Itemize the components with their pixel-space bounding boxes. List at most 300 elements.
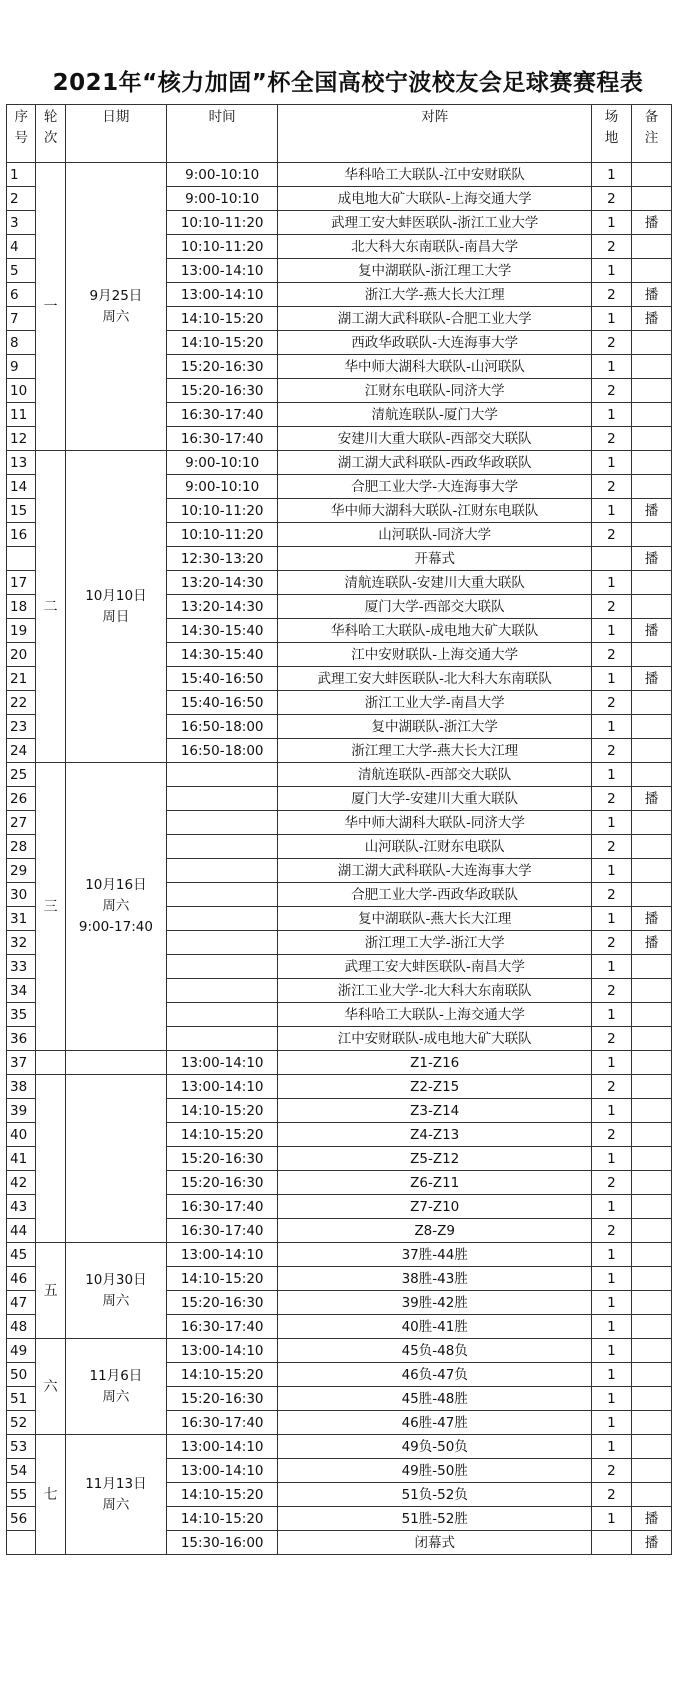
match-number: 2 [7, 187, 36, 211]
note-cell: 播 [631, 1507, 671, 1531]
time-cell [166, 979, 278, 1003]
match-cell: 华科哈工大联队-成电地大矿大联队 [278, 619, 592, 643]
note-cell [631, 1123, 671, 1147]
venue-cell: 2 [591, 1219, 631, 1243]
venue-cell: 1 [591, 1099, 631, 1123]
venue-cell: 1 [591, 403, 631, 427]
header-round: 轮 次 [36, 105, 65, 163]
match-number: 23 [7, 715, 36, 739]
note-cell [631, 643, 671, 667]
round-cell: 六 [36, 1339, 65, 1435]
time-cell: 15:20-16:30 [166, 1291, 278, 1315]
venue-cell: 2 [591, 379, 631, 403]
round-cell: 一 [36, 163, 65, 451]
match-number: 38 [7, 1075, 36, 1099]
note-cell [631, 451, 671, 475]
match-number: 10 [7, 379, 36, 403]
venue-cell: 1 [591, 907, 631, 931]
match-cell: 厦门大学-安建川大重大联队 [278, 787, 592, 811]
date-line: 周六 [102, 308, 130, 325]
note-cell [631, 523, 671, 547]
venue-cell [591, 547, 631, 571]
note-cell [631, 1051, 671, 1075]
match-number: 22 [7, 691, 36, 715]
time-cell: 13:00-14:10 [166, 1243, 278, 1267]
note-cell [631, 379, 671, 403]
match-number: 3 [7, 211, 36, 235]
match-number: 55 [7, 1483, 36, 1507]
note-cell [631, 1291, 671, 1315]
venue-cell: 1 [591, 859, 631, 883]
match-cell: 合肥工业大学-大连海事大学 [278, 475, 592, 499]
time-cell [166, 835, 278, 859]
note-cell: 播 [631, 307, 671, 331]
match-cell: 浙江理工大学-浙江大学 [278, 931, 592, 955]
match-cell: 51胜-52胜 [278, 1507, 592, 1531]
venue-cell: 1 [591, 1435, 631, 1459]
match-number: 56 [7, 1507, 36, 1531]
match-number: 31 [7, 907, 36, 931]
venue-cell: 2 [591, 523, 631, 547]
note-cell [631, 1027, 671, 1051]
time-cell: 10:10-11:20 [166, 499, 278, 523]
date-cell [65, 1243, 166, 1339]
match-number: 14 [7, 475, 36, 499]
date-line: 9月25日 [89, 287, 143, 304]
note-cell [631, 595, 671, 619]
match-cell: 湖工湖大武科联队-西政华政联队 [278, 451, 592, 475]
date-line: 11月13日 [85, 1475, 147, 1492]
match-number: 35 [7, 1003, 36, 1027]
match-cell: 46胜-47胜 [278, 1411, 592, 1435]
time-cell: 14:10-15:20 [166, 1267, 278, 1291]
match-cell: 西政华政联队-大连海事大学 [278, 331, 592, 355]
match-cell: 复中湖联队-燕大长大江理 [278, 907, 592, 931]
match-cell: 45负-48负 [278, 1339, 592, 1363]
note-cell [631, 955, 671, 979]
match-cell: 合肥工业大学-西政华政联队 [278, 883, 592, 907]
date-cell [65, 163, 166, 451]
venue-cell: 2 [591, 427, 631, 451]
venue-cell: 2 [591, 979, 631, 1003]
venue-cell: 2 [591, 643, 631, 667]
venue-cell: 2 [591, 283, 631, 307]
venue-cell: 2 [591, 691, 631, 715]
venue-cell: 2 [591, 787, 631, 811]
match-number: 46 [7, 1267, 36, 1291]
venue-cell: 1 [591, 499, 631, 523]
note-cell: 播 [631, 907, 671, 931]
time-cell: 14:30-15:40 [166, 619, 278, 643]
time-cell: 9:00-10:10 [166, 451, 278, 475]
schedule-body [7, 163, 672, 1555]
time-cell: 15:40-16:50 [166, 667, 278, 691]
note-cell [631, 163, 671, 187]
time-cell: 13:00-14:10 [166, 1435, 278, 1459]
match-cell: 厦门大学-西部交大联队 [278, 595, 592, 619]
venue-cell: 2 [591, 235, 631, 259]
note-cell [631, 1099, 671, 1123]
note-cell [631, 763, 671, 787]
match-number: 36 [7, 1027, 36, 1051]
venue-cell: 2 [591, 1123, 631, 1147]
time-cell [166, 787, 278, 811]
match-number: 7 [7, 307, 36, 331]
match-number: 21 [7, 667, 36, 691]
date-line: 10月16日 [85, 877, 147, 893]
date-cell [65, 1051, 166, 1075]
time-cell [166, 931, 278, 955]
time-cell: 16:30-17:40 [166, 1315, 278, 1339]
match-cell: 开幕式 [278, 547, 592, 571]
match-number: 15 [7, 499, 36, 523]
time-cell: 15:20-16:30 [166, 355, 278, 379]
time-cell: 14:10-15:20 [166, 1123, 278, 1147]
note-cell [631, 331, 671, 355]
time-cell: 9:00-10:10 [166, 475, 278, 499]
note-cell [631, 1411, 671, 1435]
venue-cell: 1 [591, 619, 631, 643]
time-cell [166, 907, 278, 931]
match-cell: 复中湖联队-浙江理工大学 [278, 259, 592, 283]
match-number: 53 [7, 1435, 36, 1459]
match-cell: Z4-Z13 [278, 1123, 592, 1147]
note-cell [631, 475, 671, 499]
note-cell [631, 1387, 671, 1411]
match-cell: 华科哈工大联队-上海交通大学 [278, 1003, 592, 1027]
time-cell [166, 763, 278, 787]
match-cell: Z5-Z12 [278, 1147, 592, 1171]
venue-cell: 1 [591, 163, 631, 187]
match-number [7, 547, 36, 571]
match-cell: 武理工安大蚌医联队-浙江工业大学 [278, 211, 592, 235]
match-cell: 成电地大矿大联队-上海交通大学 [278, 187, 592, 211]
match-number: 33 [7, 955, 36, 979]
round-cell [36, 1051, 65, 1075]
match-cell: 39胜-42胜 [278, 1291, 592, 1315]
venue-cell: 2 [591, 739, 631, 763]
match-cell: 安建川大重大联队-西部交大联队 [278, 427, 592, 451]
time-cell: 9:00-10:10 [166, 187, 278, 211]
time-cell: 16:30-17:40 [166, 1195, 278, 1219]
note-cell [631, 1003, 671, 1027]
match-number: 45 [7, 1243, 36, 1267]
note-cell [631, 1171, 671, 1195]
match-number: 11 [7, 403, 36, 427]
match-number: 44 [7, 1219, 36, 1243]
match-cell: Z6-Z11 [278, 1171, 592, 1195]
round-cell: 五 [36, 1243, 65, 1339]
note-cell [631, 1315, 671, 1339]
match-cell: 华科哈工大联队-江中安财联队 [278, 163, 592, 187]
match-cell: 浙江大学-燕大长大江理 [278, 283, 592, 307]
date-cell [65, 1075, 166, 1243]
match-number: 43 [7, 1195, 36, 1219]
match-cell: 清航连联队-西部交大联队 [278, 763, 592, 787]
time-cell: 16:50-18:00 [166, 715, 278, 739]
match-number: 47 [7, 1291, 36, 1315]
date-line: 周六 [102, 898, 130, 914]
header-note: 备 注 [631, 105, 671, 163]
match-cell: 闭幕式 [278, 1531, 592, 1555]
match-number: 27 [7, 811, 36, 835]
note-cell: 播 [631, 1531, 671, 1555]
time-cell: 10:10-11:20 [166, 211, 278, 235]
match-number: 5 [7, 259, 36, 283]
time-cell: 10:10-11:20 [166, 235, 278, 259]
venue-cell: 1 [591, 355, 631, 379]
note-cell [631, 571, 671, 595]
match-number: 17 [7, 571, 36, 595]
match-cell: Z7-Z10 [278, 1195, 592, 1219]
note-cell [631, 187, 671, 211]
match-number: 54 [7, 1459, 36, 1483]
match-number: 18 [7, 595, 36, 619]
time-cell: 13:20-14:30 [166, 571, 278, 595]
match-number: 26 [7, 787, 36, 811]
match-number: 28 [7, 835, 36, 859]
date-line: 9:00-17:40 [78, 919, 153, 935]
match-cell: 山河联队-江财东电联队 [278, 835, 592, 859]
match-number: 40 [7, 1123, 36, 1147]
note-cell [631, 859, 671, 883]
match-cell: 46负-47负 [278, 1363, 592, 1387]
header-venue: 场 地 [591, 105, 631, 163]
note-cell [631, 1459, 671, 1483]
match-cell: Z1-Z16 [278, 1051, 592, 1075]
venue-cell: 1 [591, 1243, 631, 1267]
header-seq: 序 号 [7, 105, 36, 163]
time-cell: 16:30-17:40 [166, 1411, 278, 1435]
time-cell: 14:10-15:20 [166, 1507, 278, 1531]
time-cell: 15:30-16:00 [166, 1531, 278, 1555]
match-cell: 武理工安大蚌医联队-南昌大学 [278, 955, 592, 979]
note-cell: 播 [631, 283, 671, 307]
note-cell [631, 739, 671, 763]
time-cell: 14:10-15:20 [166, 1099, 278, 1123]
header-match: 对阵 [278, 105, 592, 163]
page-title: 2021年“核力加固”杯全国高校宁波校友会足球赛赛程表 [52, 70, 644, 96]
venue-cell: 2 [591, 475, 631, 499]
venue-cell: 1 [591, 811, 631, 835]
venue-cell: 2 [591, 835, 631, 859]
venue-cell: 1 [591, 1411, 631, 1435]
match-number [7, 1531, 36, 1555]
match-number: 1 [7, 163, 36, 187]
match-number: 8 [7, 331, 36, 355]
venue-cell: 1 [591, 451, 631, 475]
time-cell: 14:10-15:20 [166, 1363, 278, 1387]
match-cell: 37胜-44胜 [278, 1243, 592, 1267]
time-cell: 14:10-15:20 [166, 1483, 278, 1507]
match-cell: 山河联队-同济大学 [278, 523, 592, 547]
table-row [7, 451, 672, 475]
note-cell [631, 1243, 671, 1267]
table-row [7, 1075, 672, 1099]
time-cell: 10:10-11:20 [166, 523, 278, 547]
round-cell: 七 [36, 1435, 65, 1555]
venue-cell: 1 [591, 1267, 631, 1291]
match-number: 30 [7, 883, 36, 907]
date-line: 10月30日 [85, 1271, 147, 1288]
venue-cell: 1 [591, 715, 631, 739]
match-cell: 清航连联队-安建川大重大联队 [278, 571, 592, 595]
table-row [7, 163, 672, 187]
note-cell [631, 811, 671, 835]
time-cell: 15:20-16:30 [166, 1387, 278, 1411]
match-number: 25 [7, 763, 36, 787]
note-cell [631, 235, 671, 259]
time-cell: 15:20-16:30 [166, 1171, 278, 1195]
time-cell: 12:30-13:20 [166, 547, 278, 571]
venue-cell: 1 [591, 1507, 631, 1531]
match-number: 42 [7, 1171, 36, 1195]
time-cell: 13:00-14:10 [166, 1459, 278, 1483]
venue-cell: 1 [591, 211, 631, 235]
venue-cell: 1 [591, 307, 631, 331]
venue-cell: 1 [591, 1315, 631, 1339]
note-cell [631, 1075, 671, 1099]
note-cell: 播 [631, 211, 671, 235]
table-row [7, 1051, 672, 1075]
time-cell [166, 883, 278, 907]
note-cell [631, 1339, 671, 1363]
note-cell [631, 835, 671, 859]
time-cell [166, 955, 278, 979]
match-cell: 复中湖联队-浙江大学 [278, 715, 592, 739]
time-cell: 16:30-17:40 [166, 427, 278, 451]
time-cell: 14:30-15:40 [166, 643, 278, 667]
note-cell [631, 1219, 671, 1243]
match-number: 41 [7, 1147, 36, 1171]
time-cell: 15:20-16:30 [166, 1147, 278, 1171]
match-cell: 40胜-41胜 [278, 1315, 592, 1339]
match-cell: 湖工湖大武科联队-合肥工业大学 [278, 307, 592, 331]
match-cell: 清航连联队-厦门大学 [278, 403, 592, 427]
date-line: 周六 [102, 1496, 130, 1513]
venue-cell: 2 [591, 883, 631, 907]
match-cell: 武理工安大蚌医联队-北大科大东南联队 [278, 667, 592, 691]
date-line: 周日 [102, 608, 130, 625]
match-number: 48 [7, 1315, 36, 1339]
venue-cell: 2 [591, 1483, 631, 1507]
time-cell: 16:30-17:40 [166, 1219, 278, 1243]
table-row [7, 1339, 672, 1363]
venue-cell: 1 [591, 1291, 631, 1315]
date-line: 11月6日 [89, 1367, 143, 1384]
match-cell: 华中师大湖科大联队-同济大学 [278, 811, 592, 835]
match-number: 9 [7, 355, 36, 379]
match-cell: 51负-52负 [278, 1483, 592, 1507]
time-cell: 14:10-15:20 [166, 331, 278, 355]
note-cell [631, 1147, 671, 1171]
venue-cell: 2 [591, 1459, 631, 1483]
match-cell: 45胜-48胜 [278, 1387, 592, 1411]
time-cell: 13:00-14:10 [166, 259, 278, 283]
note-cell [631, 715, 671, 739]
venue-cell: 2 [591, 331, 631, 355]
match-number: 6 [7, 283, 36, 307]
note-cell: 播 [631, 499, 671, 523]
time-cell [166, 859, 278, 883]
table-row [7, 763, 672, 787]
match-cell: 49胜-50胜 [278, 1459, 592, 1483]
match-cell: 湖工湖大武科联队-大连海事大学 [278, 859, 592, 883]
note-cell [631, 691, 671, 715]
venue-cell: 2 [591, 931, 631, 955]
note-cell [631, 1195, 671, 1219]
time-cell [166, 1027, 278, 1051]
match-cell: 江中安财联队-成电地大矿大联队 [278, 1027, 592, 1051]
venue-cell: 2 [591, 595, 631, 619]
time-cell: 13:00-14:10 [166, 1075, 278, 1099]
venue-cell: 1 [591, 763, 631, 787]
match-number: 37 [7, 1051, 36, 1075]
match-number: 49 [7, 1339, 36, 1363]
date-cell [65, 763, 166, 1051]
table-header-row [7, 105, 672, 163]
round-cell: 二 [36, 451, 65, 763]
note-cell [631, 355, 671, 379]
schedule-table [6, 104, 672, 1555]
time-cell: 13:20-14:30 [166, 595, 278, 619]
match-number: 16 [7, 523, 36, 547]
match-number: 13 [7, 451, 36, 475]
match-cell: 浙江工业大学-南昌大学 [278, 691, 592, 715]
time-cell [166, 811, 278, 835]
venue-cell: 1 [591, 1339, 631, 1363]
venue-cell [591, 1531, 631, 1555]
note-cell: 播 [631, 667, 671, 691]
match-cell: 浙江理工大学-燕大长大江理 [278, 739, 592, 763]
date-line: 周六 [102, 1292, 130, 1309]
header-date: 日期 [65, 105, 166, 163]
table-row [7, 1243, 672, 1267]
date-line: 10月10日 [85, 587, 147, 604]
match-number: 19 [7, 619, 36, 643]
match-number: 4 [7, 235, 36, 259]
match-cell: Z2-Z15 [278, 1075, 592, 1099]
note-cell: 播 [631, 547, 671, 571]
note-cell [631, 1435, 671, 1459]
match-cell: 江财东电联队-同济大学 [278, 379, 592, 403]
match-number: 32 [7, 931, 36, 955]
match-cell: 华中师大湖科大联队-山河联队 [278, 355, 592, 379]
note-cell: 播 [631, 619, 671, 643]
note-cell: 播 [631, 787, 671, 811]
round-cell [36, 1075, 65, 1243]
note-cell [631, 1483, 671, 1507]
time-cell: 16:30-17:40 [166, 403, 278, 427]
match-number: 12 [7, 427, 36, 451]
match-cell: Z3-Z14 [278, 1099, 592, 1123]
time-cell: 15:20-16:30 [166, 379, 278, 403]
match-cell: 北大科大东南联队-南昌大学 [278, 235, 592, 259]
note-cell [631, 979, 671, 1003]
match-number: 51 [7, 1387, 36, 1411]
header-time: 时间 [166, 105, 278, 163]
match-number: 34 [7, 979, 36, 1003]
venue-cell: 1 [591, 1195, 631, 1219]
match-number: 50 [7, 1363, 36, 1387]
venue-cell: 2 [591, 1027, 631, 1051]
time-cell: 14:10-15:20 [166, 307, 278, 331]
time-cell: 15:40-16:50 [166, 691, 278, 715]
time-cell: 16:50-18:00 [166, 739, 278, 763]
match-cell: Z8-Z9 [278, 1219, 592, 1243]
match-number: 20 [7, 643, 36, 667]
date-line: 周六 [102, 1388, 130, 1405]
